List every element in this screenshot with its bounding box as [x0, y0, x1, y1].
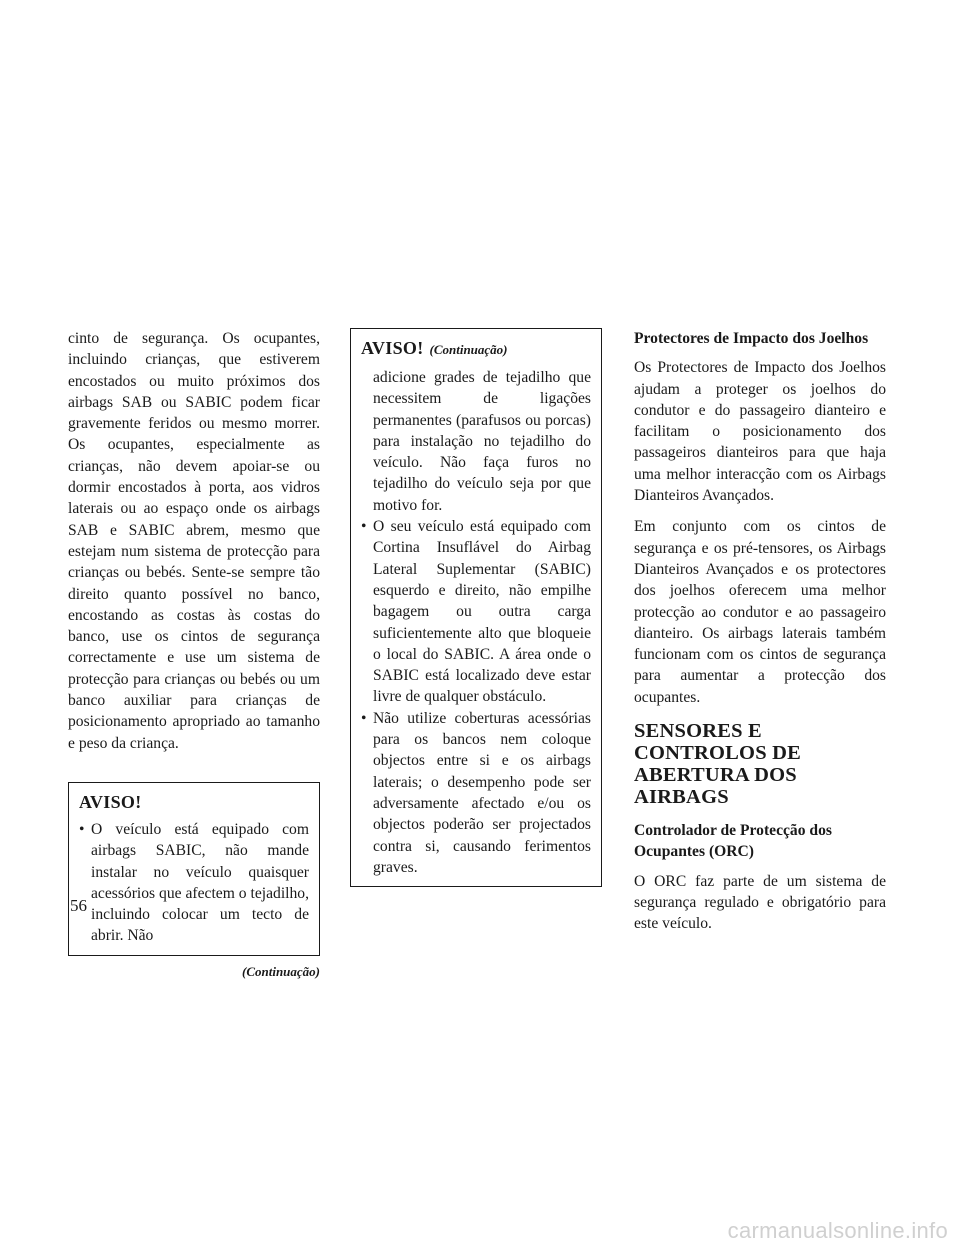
warning-bullet: [361, 516, 591, 708]
continued-label: (Continuação): [241, 963, 320, 979]
subheading-knee-protectors: Protectores de Impacto dos Joelhos: [634, 330, 869, 347]
warning-box: [68, 782, 320, 956]
bullet-icon: •: [361, 709, 367, 727]
page-number: 56: [70, 896, 87, 915]
bullet-icon: •: [79, 820, 85, 838]
watermark: carmanualsonline.info: [727, 1218, 948, 1243]
warning-title: AVISO!: [361, 338, 424, 358]
warning-box-continued: [350, 328, 602, 887]
warning-bullet-text: O veículo está equipado com airbags SABIC, não mande instalar no veículo quaisquer acessórios que afectem o tejadilho, incluindo colocar um tecto de abrir. Não: [91, 820, 309, 945]
continued-label: (Continuação): [429, 342, 508, 357]
body-paragraph: Em conjunto com os cintos de segurança e os pré-tensores, os Airbags Dianteiros Avançados e os protectores dos joelhos oferecem uma melhor protecção ao condutor e ao passageiro dianteiro. Os airbags laterais também funcionam com os cintos de segurança para aumentar a protecção dos ocupantes.: [634, 518, 886, 706]
body-paragraph: Os Protectores de Impacto dos Joelhos ajudam a proteger os joelhos do condutor e do passageiro dianteiro e facilitam o posicionamento dos passageiros dianteiros para que haja uma melhor interacção com os Airbags Dianteiros Avançados.: [634, 359, 886, 505]
warning-title-row: [361, 337, 591, 361]
column-left: [68, 328, 320, 980]
warning-bullet: [361, 708, 591, 878]
warning-bullet-text: O seu veículo está equipado com Cortina Insuflável do Airbag Lateral Suplementar (SABIC) esquerdo e direito, não empilhe bagagem ou outra carga suficientemente alto que bloqueie o local do SABIC. A área onde o SABIC está localizado deve estar livre de qualquer obstáculo.: [373, 518, 591, 706]
bullet-icon: •: [361, 518, 367, 536]
warning-bullet-text: Não utilize coberturas acessórias para os bancos nem coloque objectos entre si e os airbags laterais; o desempenho pode ser adversamente afectado e/ou os objectos poderão ser projectados contra si, causando ferimentos graves.: [373, 709, 591, 876]
warning-bullet: [79, 819, 309, 947]
body-paragraph: O ORC faz parte de um sistema de segurança regulado e obrigatório para este veículo.: [634, 872, 886, 933]
section-heading: SENSORES E CONTROLOS DE ABERTURA DOS AIRBAGS: [634, 720, 802, 809]
warning-title: AVISO!: [79, 791, 142, 812]
body-paragraph: cinto de segurança. Os ocupantes, incluindo crianças, que estiverem encostados ou muito próximos dos airbags SAB ou SABIC podem ficar gravemente feridos ou mesmo morrer. Os ocupantes, especialmente as crianças, não devem apoiar-se ou dormir encostados à porta, aos vidros laterais ou ao espaço onde os airbags SAB e SABIC abrem, mesmo que estejam num sistema de protecção para crianças ou bebés. Sente-se sempre tão direito quanto possível no banco, encostando as costas às costas do banco, use os cintos de segurança correctamente e use um sistema de protecção para crianças ou bebés ou um banco auxiliar para crianças de posicionamento apropriado ao tamanho e peso da criança.: [68, 330, 320, 752]
continued-text: adicione grades de tejadilho que necessitem de ligações permanentes (parafusos ou porcas) para instalação no tejadilho do veículo. Não faça furos no tejadilho do veículo seja por que motivo for.: [373, 369, 591, 514]
column-right: [634, 328, 886, 935]
subheading-orc: Controlador de Protecção dos Ocupantes (ORC): [634, 822, 832, 861]
column-middle: [350, 328, 602, 887]
